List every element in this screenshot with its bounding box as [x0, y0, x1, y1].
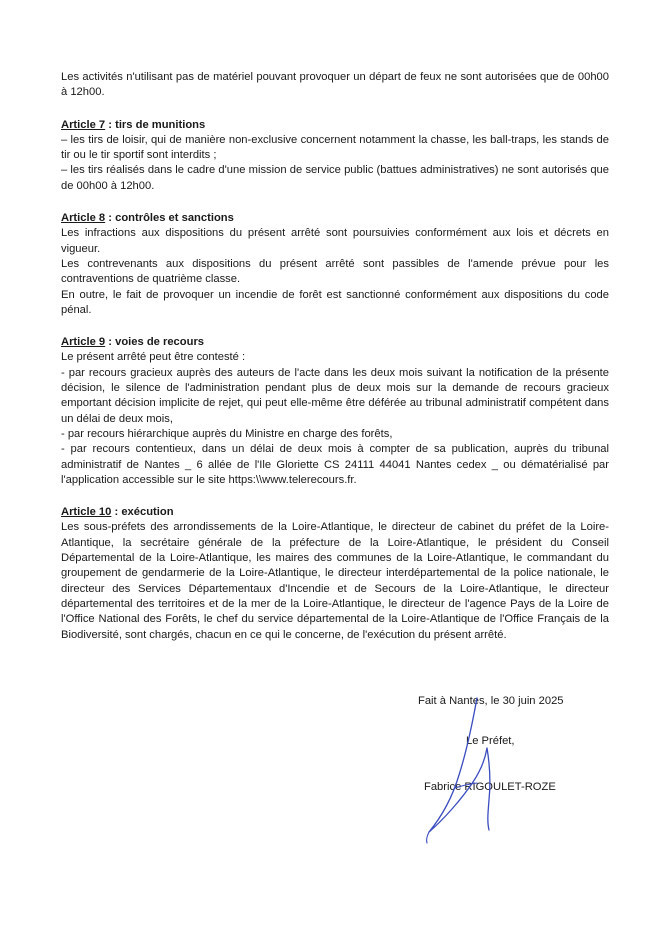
article-7-title: : tirs de munitions: [105, 118, 206, 131]
article-10-heading: [61, 505, 609, 520]
article-9-heading: [61, 335, 609, 350]
article-10: [61, 505, 609, 643]
article-10-paragraph: Les sous-préfets des arrondissements de la Loire-Atlantique, le directeur de cabinet du préfet de la Loire-Atlantique, la secrétaire générale de la préfecture de la Loire-Atlantique, le président du Conseil Départemental de la Loire-Atlantique, les maires des communes de la Loire-Atlantique, le commandant du groupement de gendarmerie de la Loire-Atlantique, le directeur interdépartemental de la police nationale, le directeur des Services Départementaux d'Incendie et de Secours de la Loire-Atlantique, le directeur départemental des territoires et de la mer de la Loire-Atlantique, le directeur de l'agence Pays de la Loire de l'Office National des Forêts, le chef du service départemental de la Loire-Atlantique de l'Office Français de la Biodiversité, sont chargés, chacun en ce qui le concerne, de l'exécution du présent arrêté.: [61, 521, 609, 641]
article-9-number: Article 9: [61, 336, 106, 349]
article-8-title: : contrôles et sanctions: [105, 212, 234, 225]
article-7-heading: [61, 118, 609, 133]
article-9-title: : voies de recours: [105, 336, 205, 349]
article-9: [61, 335, 609, 488]
intro-paragraph: Les activités n'utilisant pas de matériel pouvant provoquer un départ de feux ne sont autorisées que de 00h00 à 12h00.: [61, 71, 609, 99]
article-8-number: Article 8: [61, 212, 106, 225]
article-9-paragraph: - par recours contentieux, dans un délai de deux mois à compter de sa publication, auprès du tribunal administratif de Nantes _ 6 allée de l'Ile Gloriette CS 24111 44041 Nantes cedex _ ou dématérialisé par l'application accessible sur le site https:\\www.telerecours.fr.: [61, 443, 609, 486]
article-9-paragraph: - par recours gracieux auprès des auteurs de l'acte dans les deux mois suivant la notification de la présente décision, le silence de l'administration pendant plus de deux mois sur la demande de recours gracieux emportant décision implicite de rejet, qui peut elle-même être déférée au tribunal administratif compétent dans un délai de deux mois,: [61, 366, 609, 425]
article-8-heading: [61, 211, 609, 226]
article-8-paragraph: En outre, le fait de provoquer un incendie de forêt est sanctionné conformément aux dispositions du code pénal.: [61, 288, 609, 316]
signature-role: Le Préfet,: [466, 735, 515, 747]
article-10-title: : exécution: [111, 506, 174, 519]
article-7-paragraph: – les tirs réalisés dans le cadre d'une mission de service public (battues administratives) ne sont autorisés que de 00h00 à 12h00.: [61, 164, 609, 192]
signature-place-date: Fait à Nantes, le 30 juin 2025: [418, 695, 564, 707]
article-7-paragraph: – les tirs de loisir, qui de manière non-exclusive concernent notamment la chasse, les ball-traps, les stands de tir ou le tir sportif sont interdits ;: [61, 133, 609, 162]
article-7-number: Article 7: [61, 118, 106, 131]
article-8-paragraph: Les contrevenants aux dispositions du présent arrêté sont passibles de l'amende prévue pour les contraventions de quatrième classe.: [61, 257, 609, 286]
article-9-paragraph: Le présent arrêté peut être contesté :: [61, 351, 246, 364]
handwritten-signature: [415, 690, 525, 850]
article-8-paragraph: Les infractions aux dispositions du présent arrêté sont poursuivies conformément aux lois et décrets en vigueur.: [61, 227, 609, 255]
signature-name: Fabrice RIGOULET-ROZE: [424, 781, 556, 793]
article-9-paragraph: - par recours hiérarchique auprès du Ministre en charge des forêts,: [61, 427, 393, 440]
article-8: [61, 211, 609, 318]
article-7: [61, 118, 609, 194]
document-body: [61, 70, 609, 643]
article-10-number: Article 10: [61, 506, 112, 519]
